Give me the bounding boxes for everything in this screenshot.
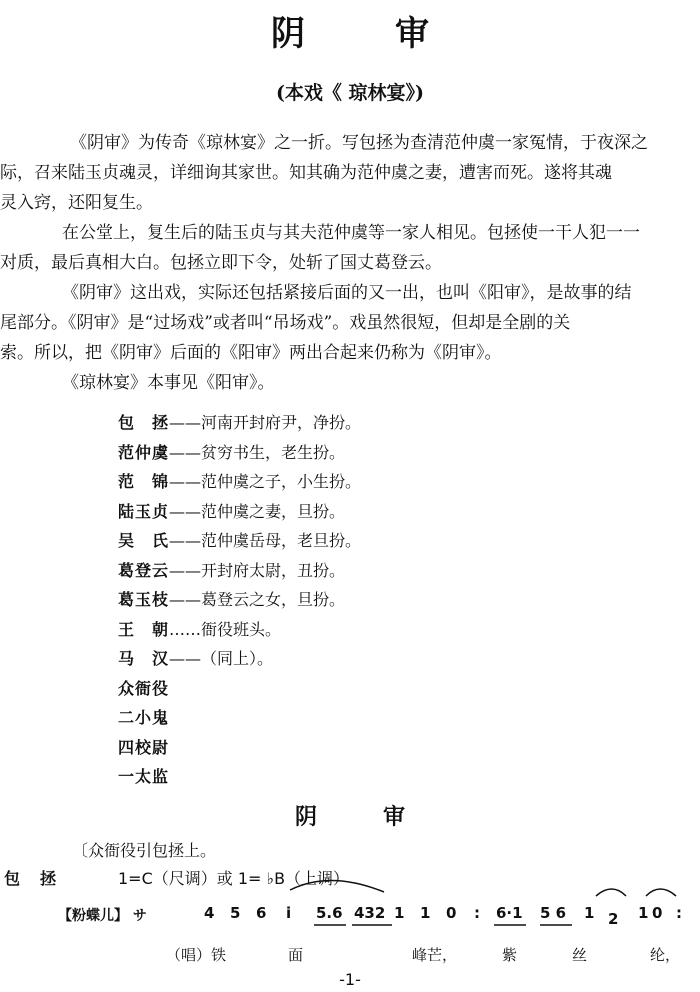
repeat-sign: :	[474, 904, 480, 922]
subtitle: (本戏《 琼林宴》)	[275, 82, 425, 104]
page-title: 阴 审	[271, 14, 457, 54]
cast-list	[118, 408, 361, 792]
cast-name: 二小鬼	[118, 708, 170, 727]
note: 1	[420, 904, 431, 922]
intro-line: 《阴审》这出戏，实际还包括紧接后面的又一出，也叫《阳审》，是故事的结	[62, 283, 632, 303]
note: 1	[394, 904, 405, 922]
intro-line: 灵入窍，还阳复生。	[0, 193, 153, 213]
intro-paragraphs	[0, 128, 690, 398]
cast-desc: ——开封府太尉，丑扮。	[169, 560, 346, 580]
intro-line: 尾部分。《阴审》是“过场戏”或者叫“吊场戏”。戏虽然很短，但却是全剧的关	[0, 313, 571, 333]
cast-name: 王 朝	[118, 619, 170, 639]
cast-row	[118, 526, 361, 556]
intro-line: 对质，最后真相大白。包拯立即下令，处斩了国丈葛登云。	[0, 253, 442, 273]
note: 432	[354, 904, 386, 922]
cast-name: 陆玉贞	[118, 501, 170, 521]
cast-desc: ……衙役班头。	[169, 619, 282, 639]
cast-row	[118, 556, 361, 586]
cast-row	[118, 467, 361, 497]
note: 0	[446, 904, 457, 922]
cast-desc: ——贫穷书生，老生扮。	[169, 442, 346, 462]
slur-mark	[596, 889, 626, 896]
intro-line: 际，召来陆玉贞魂灵，详细询其家世。知其确为范仲虞之妻，遭害而死。遂将其魂	[0, 163, 612, 183]
note: 2	[608, 910, 619, 928]
note: 6·1	[496, 904, 523, 922]
lyric: 紫	[502, 946, 518, 964]
cast-desc: ——葛登云之女，旦扮。	[169, 590, 346, 609]
cast-name: 四校尉	[118, 737, 170, 757]
tune-label: 【粉蝶儿】	[58, 908, 128, 924]
cast-desc: ——（同上）。	[169, 649, 274, 668]
stage-direction: 〔众衙役引包拯上。	[72, 841, 217, 860]
cast-name: 范 锦	[118, 472, 170, 491]
note: 6	[256, 904, 267, 922]
lyric: 面	[288, 946, 304, 964]
cast-name: 众衙役	[118, 678, 170, 698]
lyric: （唱）铁	[166, 946, 227, 964]
cast-row	[118, 585, 361, 615]
note: 1	[638, 904, 649, 922]
note: 4	[204, 904, 215, 922]
note: 5 6	[540, 904, 567, 922]
lyric: 峰芒，	[412, 946, 458, 964]
speaker-name: 包拯	[4, 869, 77, 888]
note: i	[286, 904, 292, 922]
note: 0	[652, 904, 663, 922]
cast-desc: ——范仲虞之妻，旦扮。	[169, 501, 346, 521]
repeat-sign: :	[676, 904, 682, 922]
cast-row	[118, 733, 361, 763]
page-number: -1-	[339, 970, 361, 989]
cast-desc: ——范仲虞之子，小生扮。	[169, 472, 362, 491]
intro-line: 索。所以，把《阴审》后面的《阳审》两出合起来仍称为《阴审》。	[0, 343, 502, 363]
intro-line: 《阴审》为传奇《琼林宴》之一折。写包拯为查清范仲虞一家冤情，于夜深之	[70, 133, 648, 153]
cast-name: 一太监	[118, 767, 170, 786]
cast-name: 马 汉	[118, 649, 170, 668]
cast-row	[118, 615, 361, 645]
cast-row	[118, 703, 361, 733]
section-title: 阴 审	[294, 804, 427, 830]
cast-name: 葛玉枝	[118, 590, 170, 609]
note: 1	[584, 904, 595, 922]
intro-line: 《琼林宴》本事见《阳审》。	[62, 373, 275, 393]
cast-row	[118, 762, 361, 792]
cast-desc: ——范仲虞岳母，老旦扮。	[169, 531, 362, 550]
key-signature: 1=C（尺调）或 1= ♭B（上调）	[118, 869, 350, 888]
cast-row	[118, 408, 361, 438]
tempo-mark: サ	[132, 908, 147, 924]
slur-mark	[646, 889, 676, 896]
cast-name: 吴 氏	[118, 531, 170, 550]
cast-name: 范仲虞	[118, 442, 170, 462]
cast-name: 包 拯	[118, 413, 170, 432]
note: 5	[230, 904, 241, 922]
note: 5.6	[316, 904, 343, 922]
cast-desc: ——河南开封府尹，净扮。	[169, 413, 362, 432]
cast-name: 葛登云	[118, 560, 170, 580]
cast-row	[118, 438, 361, 468]
lyric: 丝	[572, 946, 588, 964]
intro-text	[0, 128, 690, 398]
cast-row	[118, 674, 361, 704]
cast-row	[118, 644, 361, 674]
tune-name	[58, 905, 147, 925]
cast-row	[118, 497, 361, 527]
intro-line: 在公堂上，复生后的陆玉贞与其夫范仲虞等一家人相见。包拯使一干人犯一一	[62, 223, 640, 243]
lyric: 纶，	[650, 946, 681, 964]
